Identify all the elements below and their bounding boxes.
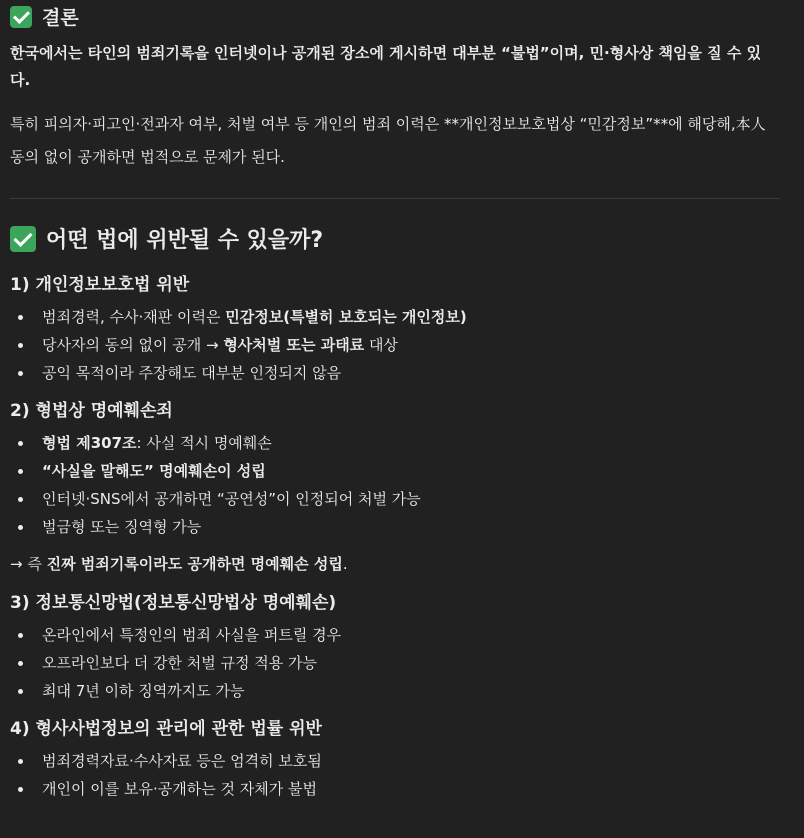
list-item-bold: 형법 제307조 <box>42 434 137 452</box>
laws-heading <box>10 221 780 261</box>
list-item-text: 최대 7년 이하 징역까지도 가능 <box>42 682 245 700</box>
sub-heading-privacy-act: 1) 개인정보보호법 위반 <box>10 275 190 295</box>
list-item-text: 범죄경력자료·수사자료 등은 엄격히 보호됨 <box>42 752 322 770</box>
privacy-act-list <box>10 303 780 387</box>
list-item-text: 대상 <box>364 336 398 354</box>
list-item <box>42 457 780 485</box>
network-act-list <box>10 621 780 705</box>
defamation-list <box>10 429 780 541</box>
list-item-bold: 민감정보(특별히 보호되는 개인정보) <box>225 308 467 326</box>
list-item <box>42 747 780 775</box>
list-item-bold: “사실을 말해도” 명예훼손이 성립 <box>42 462 266 480</box>
criminal-justice-info-list <box>10 747 780 803</box>
defamation-note <box>10 549 780 579</box>
list-item <box>42 429 780 457</box>
list-item-bold: 형사처벌 또는 과태료 <box>223 336 365 354</box>
note-bold: 진짜 범죄기록이라도 공개하면 명예훼손 성립 <box>46 555 343 573</box>
note-text: → 즉 <box>10 555 47 573</box>
list-item <box>42 331 780 359</box>
sub-heading-criminal-justice-info-act: 4) 형사사법정보의 관리에 관한 법률 위반 <box>10 719 322 739</box>
list-item-text: 오프라인보다 더 강한 처벌 규정 적용 가능 <box>42 654 317 672</box>
list-item-text: 벌금형 또는 징역형 가능 <box>42 518 202 536</box>
list-item <box>42 677 780 705</box>
chat-message-content <box>10 0 780 803</box>
list-item <box>42 775 780 803</box>
list-item <box>42 513 780 541</box>
list-item <box>42 303 780 331</box>
check-mark-icon <box>10 6 32 28</box>
list-item-text: 인터넷·SNS에서 공개하면 “공연성”이 인정되어 처벌 가능 <box>42 490 421 508</box>
sub-heading-defamation: 2) 형법상 명예훼손죄 <box>10 401 173 421</box>
check-mark-icon <box>10 226 36 252</box>
conclusion-heading <box>10 2 780 34</box>
list-item <box>42 359 780 387</box>
list-item-text: 온라인에서 특정인의 범죄 사실을 퍼트릴 경우 <box>42 626 342 644</box>
section-divider <box>10 198 780 199</box>
list-item-text: 개인이 이를 보유·공개하는 것 자체가 불법 <box>42 780 317 798</box>
conclusion-paragraph-1: 한국에서는 타인의 범죄기록을 인터넷이나 공개된 장소에 게시하면 대부분 “불법”이며, 민·형사상 책임을 질 수 있다. <box>10 44 762 89</box>
list-item-text: 범죄경력, 수사·재판 이력은 <box>42 308 226 326</box>
conclusion-paragraph-2: 특히 피의자·피고인·전과자 여부, 처벌 여부 등 개인의 범죄 이력은 **개인정보보호법상 “민감정보”**에 해당해,本人 동의 없이 공개하면 법적으로 문제가 된다. <box>10 115 766 166</box>
list-item-text: : 사실 적시 명예훼손 <box>136 434 272 452</box>
list-item-text: 당사자의 동의 없이 공개 → <box>42 336 224 354</box>
list-item <box>42 649 780 677</box>
laws-heading-text: 어떤 법에 위반될 수 있을까? <box>46 228 324 253</box>
sub-heading-network-act: 3) 정보통신망법(정보통신망법상 명예훼손) <box>10 593 337 613</box>
list-item-text: 공익 목적이라 주장해도 대부분 인정되지 않음 <box>42 364 342 382</box>
note-text: . <box>342 555 348 573</box>
list-item <box>42 485 780 513</box>
conclusion-heading-text: 결론 <box>42 7 79 29</box>
list-item <box>42 621 780 649</box>
